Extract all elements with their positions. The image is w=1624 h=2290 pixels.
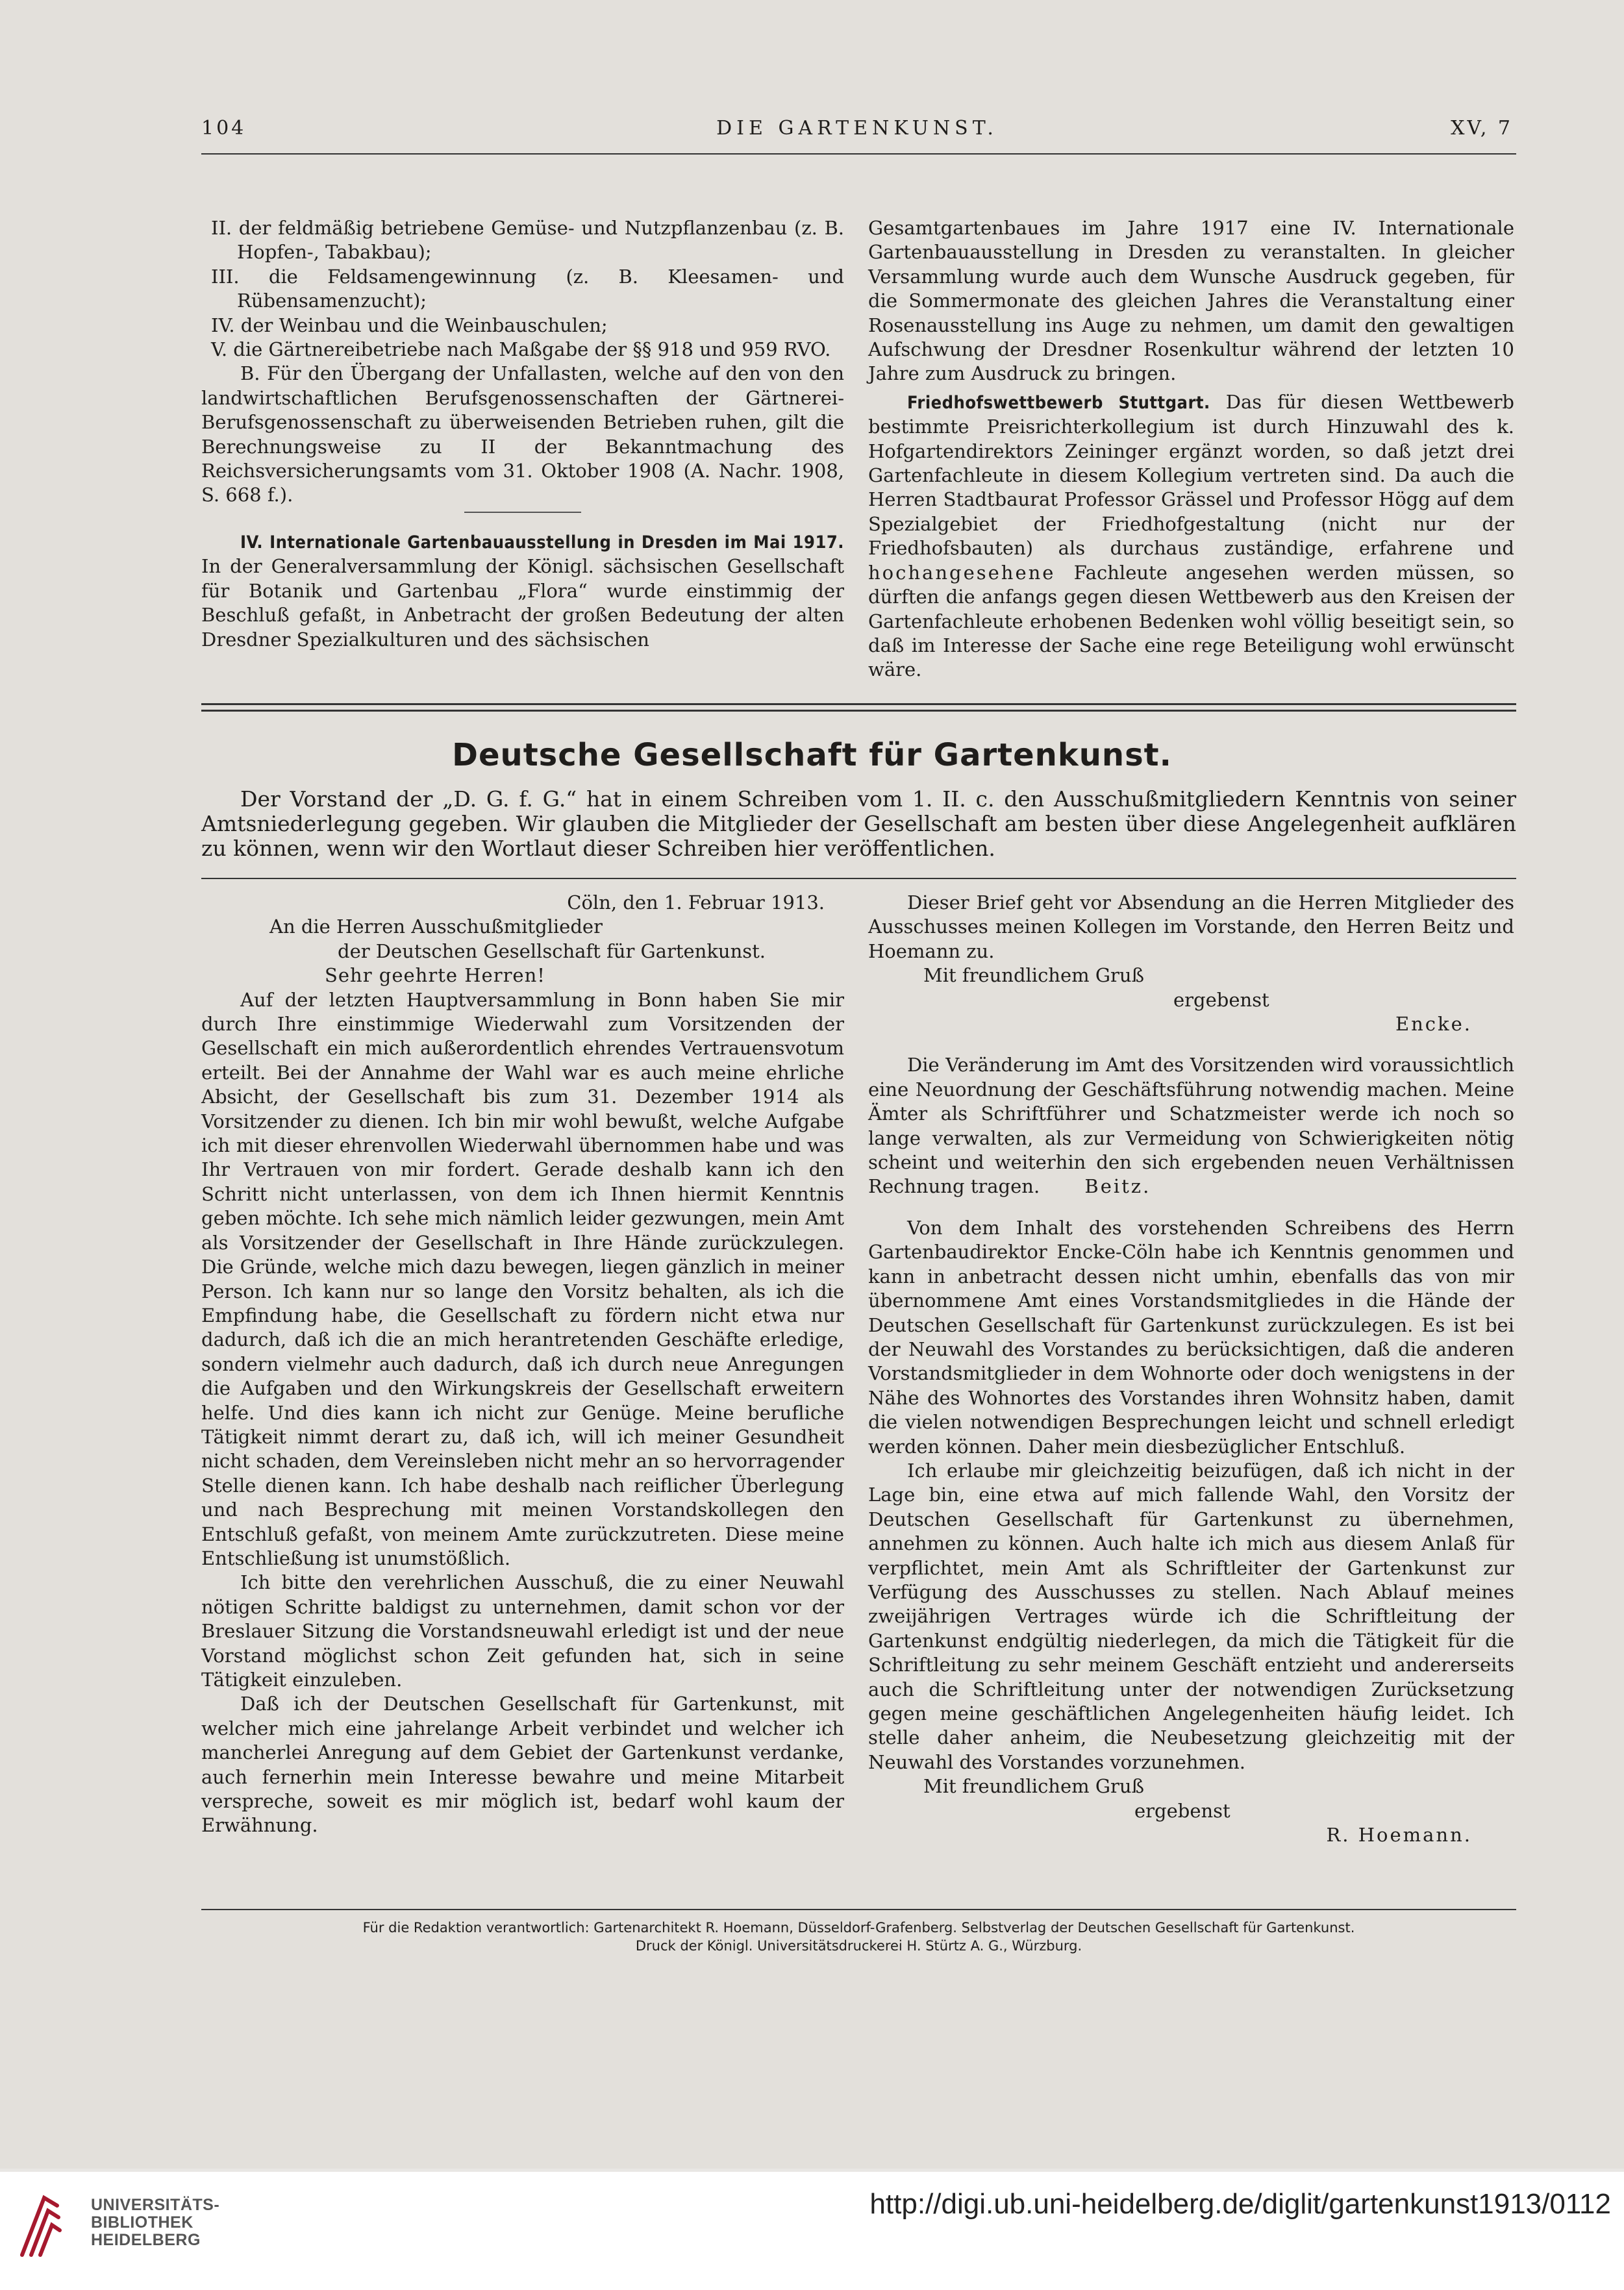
letter-right-column (868, 891, 1514, 1847)
paragraph: Gesamtgartenbaues im Jahre 1917 eine IV. Internationale Gartenbauausstellung in Dresden zu veranstalten. In gleicher Versammlung wurde auch dem Wunsche Ausdruck gegeben, für die Sommermonate des gleichen Jahres die Veranstaltung einer Rosenausstellung ins Auge zu nehmen, um damit den gewaltigen Aufschwung der Dresdner Rosenkultur während der letzten 10 Jahre zum Ausdruck zu bringen. (868, 217, 1514, 385)
imprint (201, 1919, 1516, 1955)
paragraph: Ich bitte den verehrlichen Ausschuß, die zu einer Neuwahl nötigen Schritte baldigst zu unternehmen, damit schon vor der Breslauer Sitzung die Vorstandsneuwahl erledigt ist und der neue Vorstand möglichst schon Zeit gefunden hat, sich in seine Tätigkeit einzuleben. (201, 1571, 844, 1691)
imprint-line: Druck der Königl. Universitätsdruckerei H. Stürtz A. G., Würzburg. (635, 1938, 1082, 1954)
section-heading: Friedhofswettbewerb Stuttgart. (907, 392, 1210, 413)
section-text: In der Generalversammlung der Königl. sächsischen Gesellschaft für Botanik und Gartenbau „Flora“ wurde einstimmig der Beschluß gefaßt, in Anbetracht der großen Bedeutung der alten Dresdner Spezialkulturen und des sächsischen (201, 555, 844, 651)
paragraph: Friedhofswettbewerb Stuttgart. Das für diesen Wettbewerb bestimmte Preisrichterkollegium ist durch Hinzuwahl des k. Hofgartendirektors Zeininger ergänzt worden, so daß jetzt drei Gartenfachleute in diesem Kollegium vertreten sind. Da auch die Herren Stadtbaurat Professor Grässel und Professor Högg auf dem Spezialgebiet der Friedhofgestaltung (nicht nur der Friedhofsbauten) als durchaus zuständige, erfahrene und hochangesehene Fachleute angesehen werden müssen, so dürften die anfangs gegen diesen Wettbewerb aus den Kreisen der Gartenfachleute erhobenen Bedenken wohl völlig beseitigt sein, so daß im Interesse der Sache eine rege Beteiligung wohl erwünscht wäre. (868, 390, 1514, 681)
list-item: II. der feldmäßig betriebene Gemüse- und Nutzpflanzenbau (z. B. Hopfen-, Tabakbau); (211, 217, 844, 264)
paragraph: Die Veränderung im Amt des Vorsitzenden wird voraussichtlich eine Neuordnung der Geschäftsführung notwendig machen. Meine Ämter als Schriftführer und Schatzmeister werde ich noch so lange verwalten, als zur Vermeidung von Schwierigkeiten nötig scheint und weiterhin den sich ergebenden neuen Verhältnissen Rechnung tragen. Beitz. (868, 1054, 1514, 1198)
addressee: der Deutschen Gesellschaft für Gartenkunst. (338, 940, 766, 962)
volume-number: XV, 7 (1451, 117, 1513, 140)
section-heading: IV. Internationale Gartenbauausstellung in Dresden im Mai 1917. (240, 532, 844, 553)
closing: Mit freundlichem Gruß (923, 964, 1144, 987)
journal-title: DIE GARTENKUNST. (716, 117, 998, 140)
short-separator (464, 512, 581, 513)
paragraph (201, 530, 844, 652)
place-date: Cöln, den 1. Februar 1913. (567, 891, 825, 914)
paragraph: Ich erlaube mir gleichzeitig beizufügen, daß ich nicht in der Lage bin, eine etwa auf mich fallende Wahl, den Vorsitz der Deutschen Gesellschaft für Gartenkunst zu übernehmen, annehmen zu können. Auch halte ich mich aus diesem Anlaß für verpflichtet, mein Amt als Schriftleiter der Gartenkunst zur Verfügung des Ausschusses zu stellen. Nach Ablauf meines zweijährigen Vertrages würde ich die Schriftleitung der Gartenkunst endgültig niederlegen, da mich die Tätigkeit für die Schriftleitung zu sehr meinem Geschäft entzieht und andererseits auch die Schriftleitung unter der notwendigen Zurücksetzung gegen meine geschäftlichen Angelegenheiten häufig leidet. Ich stelle daher anheim, die Neubesetzung gleichzeitig mit der Neuwahl des Vorstandes vorzunehmen. (868, 1459, 1514, 1773)
list-item: IV. der Weinbau und die Weinbauschulen; (211, 314, 608, 336)
intro-paragraph: Der Vorstand der „D. G. f. G.“ hat in einem Schreiben vom 1. II. c. den Ausschußmitgliedern Kenntnis von seiner Amtsniederlegung gegeben. Wir glauben die Mitglieder der Gesellschaft am besten über diese Angelegenheit aufklären zu können, wenn wir den Wortlaut dieser Schreiben hier veröffentlichen. (201, 786, 1516, 861)
imprint-line: Für die Redaktion verantwortlich: Gartenarchitekt R. Hoemann, Düsseldorf-Grafenberg. Selbstverlag der Deutschen Gesellschaft für Gartenkunst. (362, 1920, 1355, 1935)
signature: Encke. (1395, 1013, 1472, 1036)
page-number: 104 (201, 117, 247, 140)
paragraph: Auf der letzten Hauptversammlung in Bonn haben Sie mir durch Ihre einstimmige Wiederwahl zum Vorsitzenden der Gesellschaft ein mich außerordentlich ehrendes Vertrauensvotum erteilt. Bei der Annahme der Wahl war es auch meine ehrliche Absicht, der Gesellschaft bis zum 31. Dezember 1914 als Vorsitzender zu dienen. Ich bin mir wohl bewußt, welche Aufgabe ich mit dieser ehrenvollen Wiederwahl übernommen habe und was Ihr Vertrauen von mir fordert. Gerade deshalb kann ich den Schritt nicht unterlassen, von dem ich Ihnen hiermit Kenntnis geben möchte. Ich sehe mich nämlich leider gezwungen, mein Amt als Vorsitzender der Gesellschaft in Ihre Hände zurückzulegen. Die Gründe, welche mich dazu bewegen, liegen gänzlich in meiner Person. Ich kann nur so lange den Vorsitz behalten, als ich die Empfindung habe, die Gesellschaft zu fördern nicht etwa nur dadurch, daß ich die an mich herantretenden Geschäfte erledige, sondern vielmehr auch dadurch, daß ich durch neue Anregungen die Aufgaben und den Wirkungskreis der Gesellschaft erweitern helfe. Und dies kann ich nicht zur Genüge. Meine berufliche Tätigkeit nimmt derart zu, daß ich, will ich meiner Gesundheit nicht schaden, dem Vereinsleben nicht mehr an so hervorragender Stelle dienen kann. Ich habe deshalb nach reiflicher Überlegung und nach Besprechung mit meinen Vorstandskollegen den Entschluß gefaßt, von meinem Amte zurückzutreten. Diese meine Entschließung ist unumstößlich. (201, 988, 844, 1569)
university-library-logo (18, 2191, 62, 2259)
footer-rule (201, 1909, 1516, 1910)
closing: Mit freundlichem Gruß (923, 1775, 1144, 1798)
signature: Beitz. (1084, 1175, 1151, 1198)
running-header (201, 117, 1513, 156)
paragraph: Dieser Brief geht vor Absendung an die Herren Mitglieder des Ausschusses meinen Kollegen im Vorstande, den Herren Beitz und Hoemann zu. (868, 891, 1514, 962)
list-item: V. die Gärtnereibetriebe nach Maßgabe der §§ 918 und 959 RVO. (211, 338, 831, 361)
paragraph: Von dem Inhalt des vorstehenden Schreibens des Herrn Gartenbaudirektor Encke-Cöln habe ich Kenntnis genommen und kann in anbetracht dessen nicht umhin, ebenfalls das von mir übernommene Amt eines Vorstandsmitgliedes in die Hände der Deutschen Gesellschaft für Gartenkunst zurückzulegen. Es ist bei der Neuwahl des Vorstandes zu berücksichtigen, daß die anderen Vorstandsmitglieder in dem Wohnorte oder doch wenigstens in der Nähe des Wohnortes des Vorstandes ihren Wohnsitz haben, damit die vielen notwendigen Besprechungen leicht und schnell erledigt werden können. Daher mein diesbezüglicher Entschluß. (868, 1216, 1514, 1458)
paragraph: Daß ich der Deutschen Gesellschaft für Gartenkunst, mit welcher mich eine jahrelange Arbeit verbindet und welcher ich mancherlei Anregung auf dem Gebiet der Gartenkunst verdanke, auch fernerhin mein Interesse bewahre und meine Mitarbeit verspreche, soweit es mir möglich ist, bedarf wohl kaum der Erwähnung. (201, 1693, 844, 1837)
list-item: III. die Feldsamengewinnung (z. B. Kleesamen- und Rübensamenzucht); (211, 265, 844, 312)
section-rule (201, 710, 1516, 712)
closing: ergebenst (1134, 1799, 1230, 1822)
letter-left-column (201, 891, 844, 1838)
section-rule (201, 703, 1516, 705)
paragraph: B. Für den Übergang der Unfallasten, welche auf den von den landwirtschaftlichen Berufsgenossenschaften der Gärtnerei-Berufsgenossenschaft zu überweisenden Betrieben ruhen, gilt die Berechnungsweise zu II der Bekanntmachung des Reichsversicherungsamts vom 31. Oktober 1908 (A. Nachr. 1908, S. 668 f.). (201, 362, 844, 506)
addressee: An die Herren Ausschußmitglieder (269, 915, 603, 938)
closing: ergebenst (1173, 988, 1269, 1011)
top-right-column (868, 216, 1514, 682)
page-title: Deutsche Gesellschaft für Gartenkunst. (452, 737, 1172, 773)
header-rule (201, 153, 1516, 155)
library-footer-bar (0, 2172, 1624, 2290)
permalink-url[interactable]: http://digi.ub.uni-heidelberg.de/diglit/gartenkunst1913/0112 (869, 2188, 1611, 2220)
library-name: UNIVERSITÄTS- BIBLIOTHEK HEIDELBERG (91, 2196, 220, 2249)
top-left-column (201, 216, 844, 652)
signature: R. Hoemann. (1326, 1824, 1472, 1847)
salutation: Sehr geehrte Herren! (325, 964, 545, 987)
intro-rule (201, 878, 1516, 879)
